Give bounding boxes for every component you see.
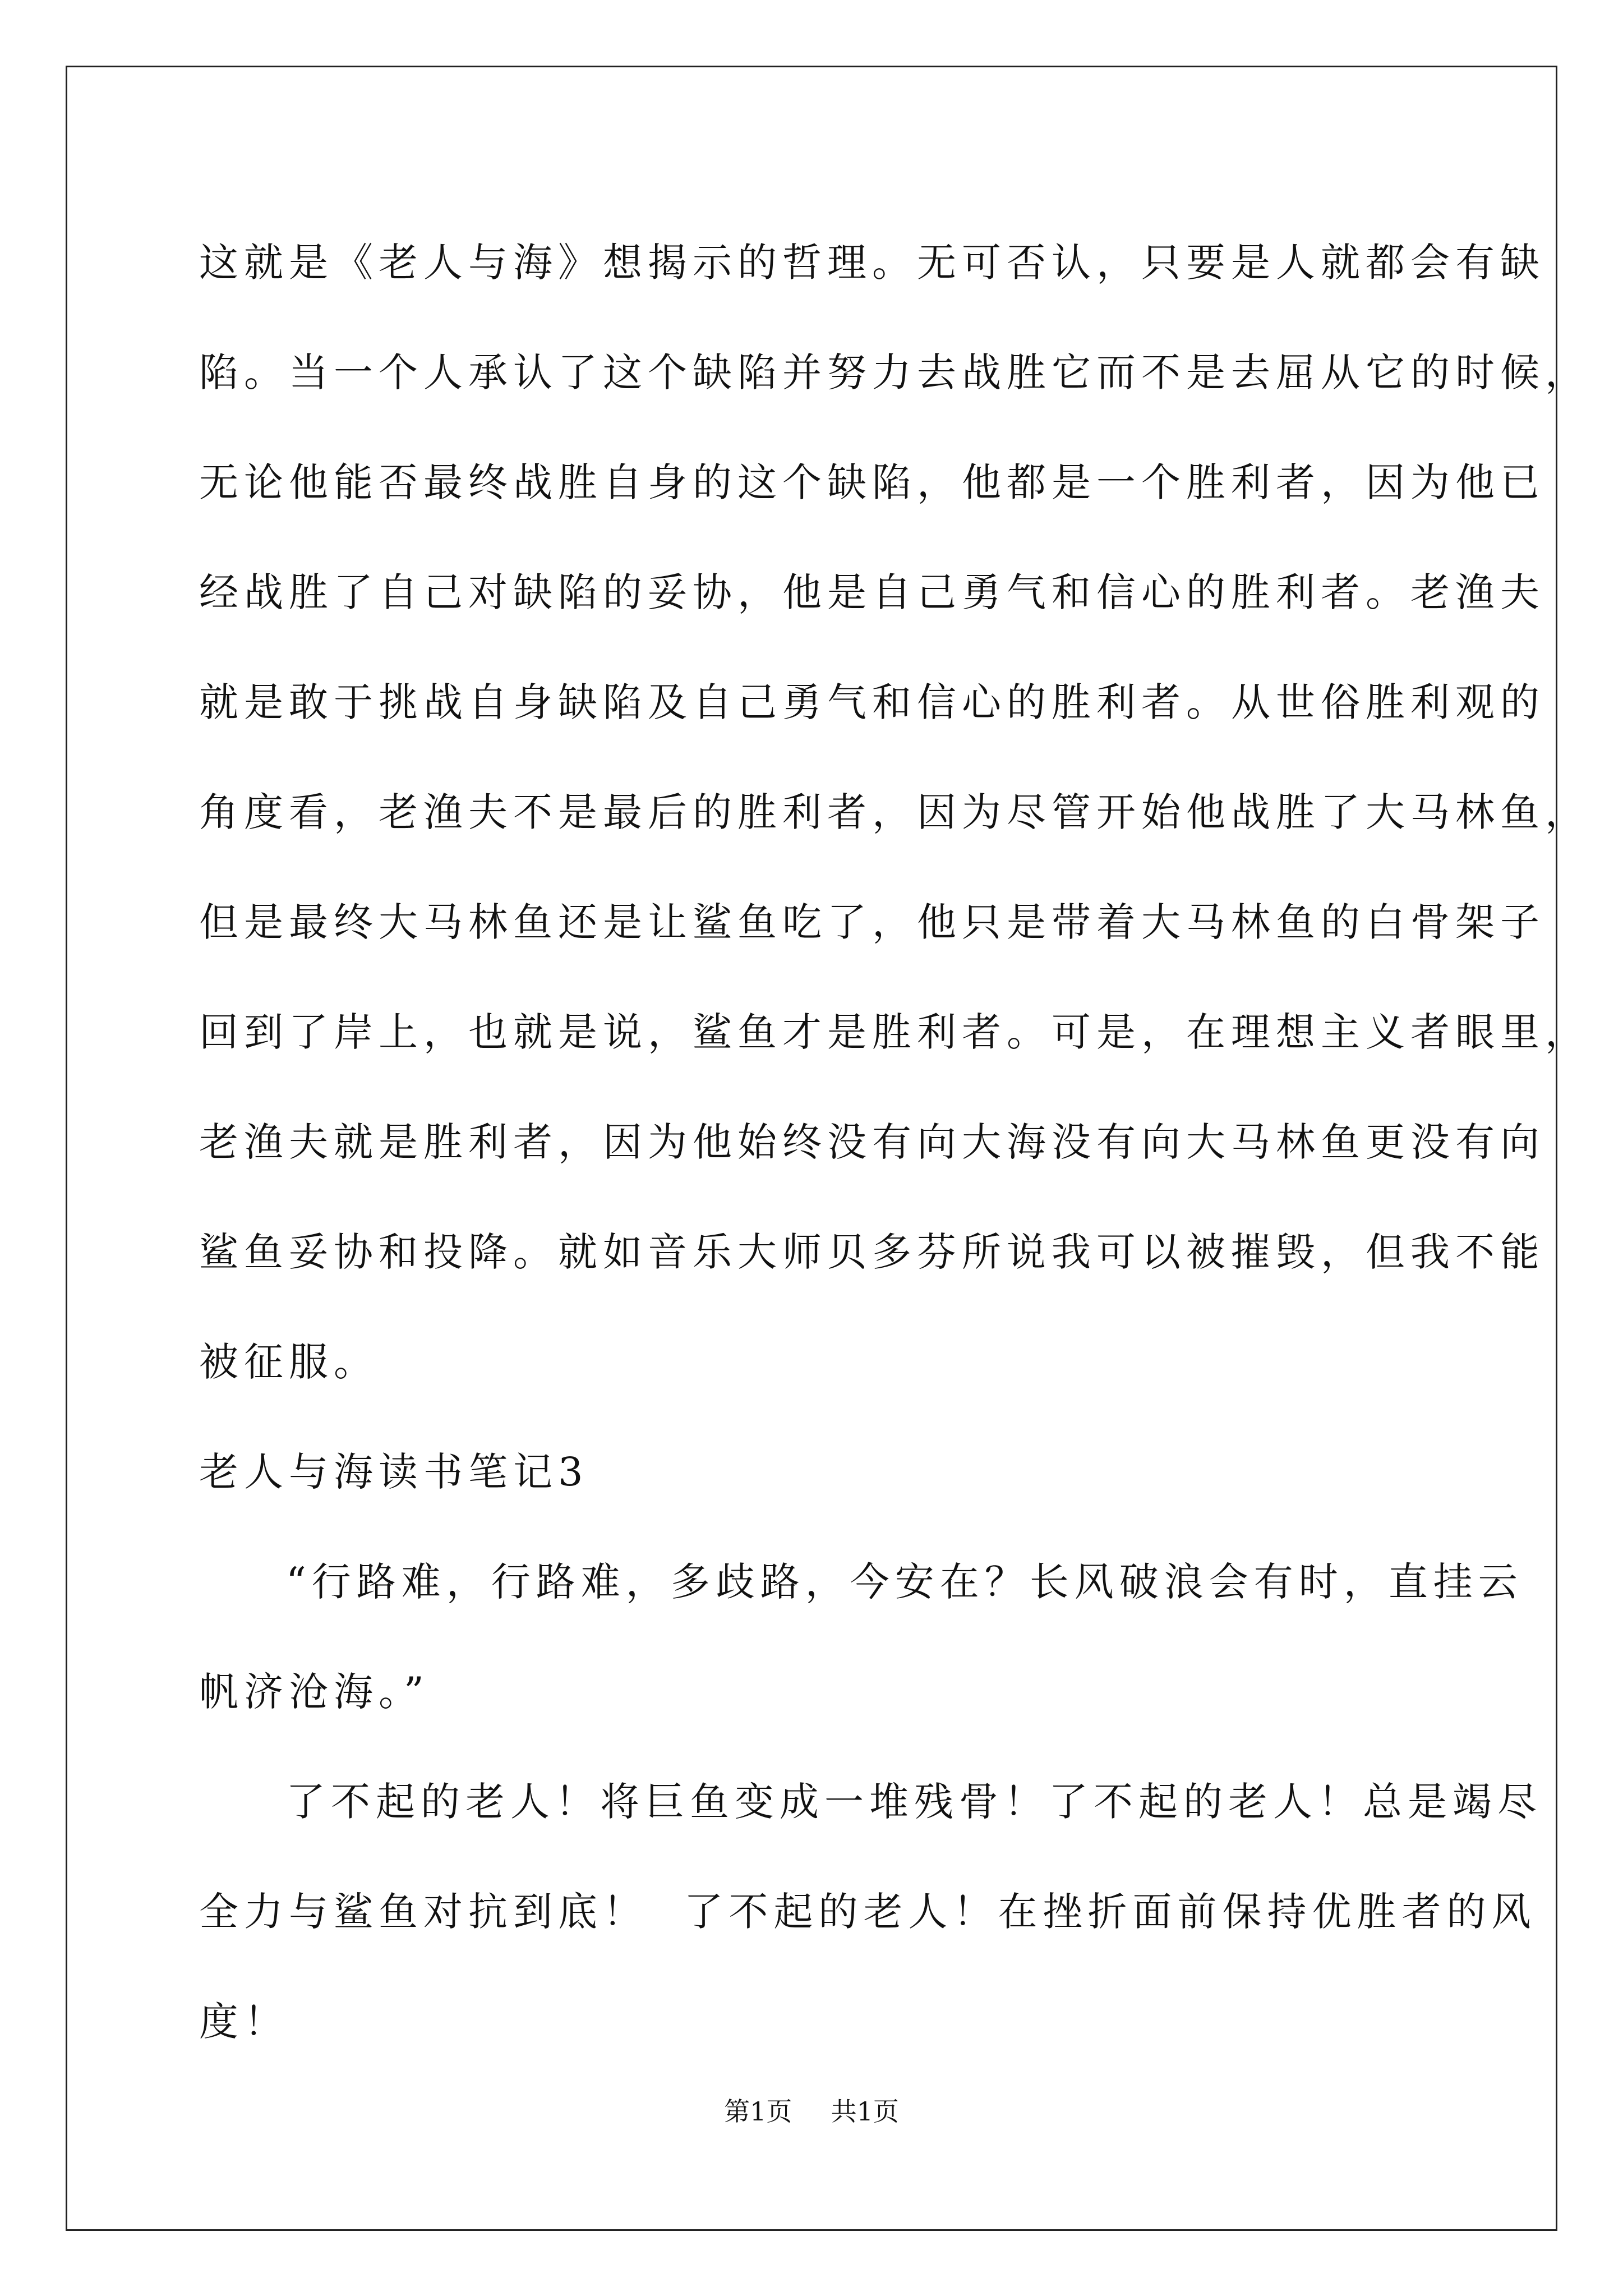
page-number-current: 第1页 [724,2096,792,2127]
document-body [199,208,1590,2077]
paragraph-line: 就是敢于挑战自身缺陷及自己勇气和信心的胜利者。从世俗胜利观的 [199,679,1545,725]
paragraph-line: 被征服。 [199,1339,379,1385]
paragraph-line: 但是最终大马林鱼还是让鲨鱼吃了，他只是带着大马林鱼的白骨架子 [199,899,1545,945]
paragraph-line: 全力与鲨鱼对抗到底！ 了不起的老人！在挫折面前保持优胜者的风 [199,1889,1537,1935]
paragraph-line: 度！ [199,1999,289,2045]
quote-line: 帆济沧海。” [199,1669,430,1715]
quote-line: “行路难，行路难，多歧路，今安在？长风破浪会有时，直挂云 [286,1559,1523,1605]
paragraph-line: 鲨鱼妥协和投降。就如音乐大师贝多芬所说我可以被摧毁，但我不能 [199,1229,1545,1275]
page-number-total: 共1页 [831,2096,899,2127]
paragraph-line: 老渔夫就是胜利者，因为他始终没有向大海没有向大马林鱼更没有向 [199,1119,1545,1165]
paragraph-line: 无论他能否最终战胜自身的这个缺陷，他都是一个胜利者，因为他已 [199,459,1545,505]
section-title: 老人与海读书笔记3 [199,1449,589,1495]
paragraph-line: 这就是《老人与海》想揭示的哲理。无可否认，只要是人就都会有缺 [199,240,1545,286]
page-footer [0,2095,1623,2128]
paragraph-line: 了不起的老人！将巨鱼变成一堆残骨！了不起的老人！总是竭尽 [286,1779,1542,1825]
paragraph-line: 经战胜了自己对缺陷的妥协，他是自己勇气和信心的胜利者。老渔夫 [199,569,1545,615]
paragraph-line: 角度看，老渔夫不是最后的胜利者，因为尽管开始他战胜了大马林鱼， [199,789,1590,835]
paragraph-line: 陷。当一个人承认了这个缺陷并努力去战胜它而不是去屈从它的时候， [199,349,1590,395]
paragraph-line: 回到了岸上，也就是说，鲨鱼才是胜利者。可是，在理想主义者眼里， [199,1009,1590,1055]
